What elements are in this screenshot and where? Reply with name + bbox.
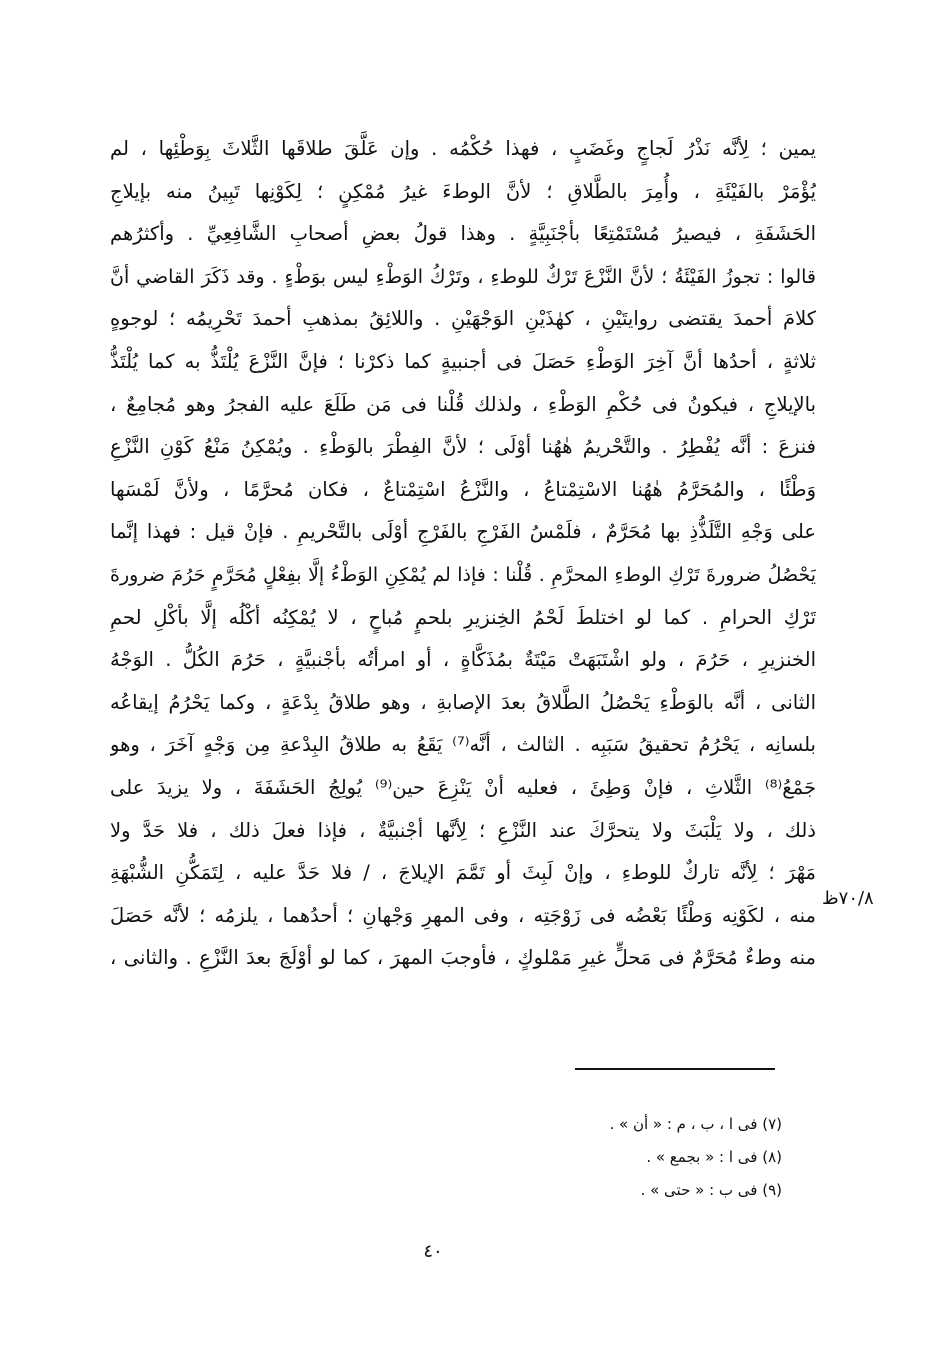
text-line: الثانى ، أنَّه بالوَطْءِ يَحْصُلُ الطَّلاقُ بعدَ الإصابةِ ، وهو طلاقُ بِدْعَةٍ ، وكما يَحْرُمُ إيقاعُه — [110, 690, 816, 714]
footnotes — [500, 1108, 782, 1207]
text-line: الخنزيرِ ، حَرُمَ ، ولو اشْتَبَهَتْ مَيْتَةٌ بمُذَكَّاةٍ ، أو امرأتُه بأجْنبيَّةٍ ، حَرُمَ الكُلُّ . الوَجْهُ — [110, 648, 816, 672]
text-line: الحَشَفَةِ ، فيصيرُ مُسْتَمْتِعًا بأجْنَبِيَّةٍ . وهذا قولُ بعضِ أصحابِ الشَّافِعِيِّ . وأكثرُهم — [110, 222, 816, 246]
footnote-divider — [575, 1068, 775, 1070]
text-line: على وَجْهِ التَّلَذُّذِ بها مُحَرَّمٌ ، فلَمْسُ الفَرْجِ بالفَرْجِ أوْلَى بالتَّحْريمِ . فإنْ قيل : فهذا إنَّما — [110, 520, 816, 544]
footnote: (٧) فى ا ، ب ، م : « أن » . — [609, 1115, 782, 1133]
text-line: يُؤْمَرْ بالفَيْئَةِ ، وأُمِرَ بالطَّلاقِ ؛ لأنَّ الوطءَ غيرُ مُمْكِنٍ ؛ لِكَوْنِها تَبِينُ منه بإيلاجِ — [110, 179, 816, 203]
text-line: منه ، لكَوْنِه وَطْئًا بَعْضُه فى زَوْجَتِه ، وفى المهرِ وَجْهانِ ؛ أحدُهما ، يلزمُه ؛ لأنَّه حَصَلَ — [110, 903, 816, 927]
text-line: تَرْكِ الحرامِ . كما لو اختلطَ لَحْمُ الخِنزيرِ بلحمٍ مُباحٍ ، لا يُمْكِنُه أكْلُه إلَّا بأكْلِ لحمِ — [110, 605, 816, 629]
text-line: ثلاثةٍ ، أحدُها أنَّ آخِرَ الوَطْءِ حَصَلَ فى أجنبيةٍ كما ذكرْنا ؛ فإنَّ النَّزْعَ يُلْتَذُّ به كما يُلْتَذُّ — [110, 349, 816, 373]
main-text — [110, 128, 816, 980]
text-line: يَحْصُلُ ضرورةَ تَرْكِ الوطءِ المحرَّمِ . قُلْنا : فإذا لم يُمْكِنِ الوَطْءُ إلَّا بفِعْلٍ مُحَرَّمٍ حَرُمَ ضرورةَ — [110, 563, 816, 586]
text-line: كلامَ أحمدَ يقتضى روايتَيْنِ ، كهٰذَيْنِ الوَجْهَيْنِ . واللائِقُ بمذهبِ أحمدَ تَحْرِيمُه ؛ لوجوهٍ — [110, 307, 816, 331]
footnote: (٨) فى ا : « بجمع » . — [646, 1148, 782, 1166]
text-line: مَهْرَ ؛ لِأنَّه تاركٌ للوطءِ ، وإنْ لَبِثَ أو تَمَّمَ الإيلاجَ ، / فلا حَدَّ عليه ، لِتَمَكُّنِ الشُّبْهَةِ — [110, 861, 816, 885]
text-line: بالإيلاجِ ، فيكونُ فى حُكْمِ الوَطْءِ ، ولذلك قُلْنا فى مَن طَلَعَ عليه الفجرُ وهو مُجامِعٌ ، — [110, 392, 816, 416]
margin-folio-reference: ٧٠/٨ظ — [822, 888, 874, 909]
text-line: يمين ؛ لِأنَّه نَذْرُ لَجاجٍ وغَضَبٍ ، فهذا حُكْمُه . وإن عَلَّقَ طلاقَها الثَّلاثَ بِوَطْئِها ، لم — [110, 137, 816, 160]
text-line: بلسانِه ، يَحْرُمُ تحقيقُ سَبَبِه . الثالث ، أنَّه⁽⁷⁾ يَقَعُ به طلاقُ البِدْعةِ مِن وَجْهٍ آخَرَ ، وهو — [110, 733, 816, 757]
text-line: ذلك ، ولا يَلْبَثَ ولا يتحرَّكَ عند النَّزْعِ ؛ لِأنَّها أجْنبيَّةٌ ، فإذا فعلَ ذلك ، فلا حَدَّ ولا — [110, 818, 816, 842]
text-line: فنزعَ : أنَّه يُفْطِرُ . والتَّحْريمُ هٰهُنا أوْلَى ؛ لأنَّ الفِطْرَ بالوَطْءِ . ويُمْكِنُ مَنْعُ كَوْنِ النَّزْعِ — [110, 435, 816, 459]
text-line: قالوا : تجوزُ الفَيْئَةُ ؛ لأنَّ النَّزْعَ تَرْكٌ للوطءِ ، وتَرْكُ الوَطْءِ ليس بوَطْءٍ . وقد ذَكَرَ القاضي أنَّ — [110, 265, 816, 288]
text-line: منه وطءٌ مُحَرَّمٌ فى مَحلٍّ غيرِ مَمْلوكٍ ، فأوجبَ المهرَ ، كما لو أوْلَجَ بعدَ النَّزْعِ . والثانى ، — [110, 946, 816, 970]
text-line: وَطْئًا ، والمُحَرَّمُ هٰهُنا الاسْتِمْتاعُ ، والنَّزْعُ اسْتِمْتاعٌ ، فكان مُحرَّمًا ، ولأنَّ لَمْسَها — [110, 477, 816, 501]
page-number: ٤٠ — [423, 1241, 443, 1262]
text-line: جَمْعُ⁽⁸⁾ الثَّلاثِ ، فإنْ وَطِئَ ، فعليه أنْ يَنْزِعَ حين⁽⁹⁾ يُولِجُ الحَشَفَةَ ، ولا يزيدَ على — [110, 775, 816, 799]
footnote: (٩) فى ب : « حتى » . — [640, 1181, 782, 1199]
